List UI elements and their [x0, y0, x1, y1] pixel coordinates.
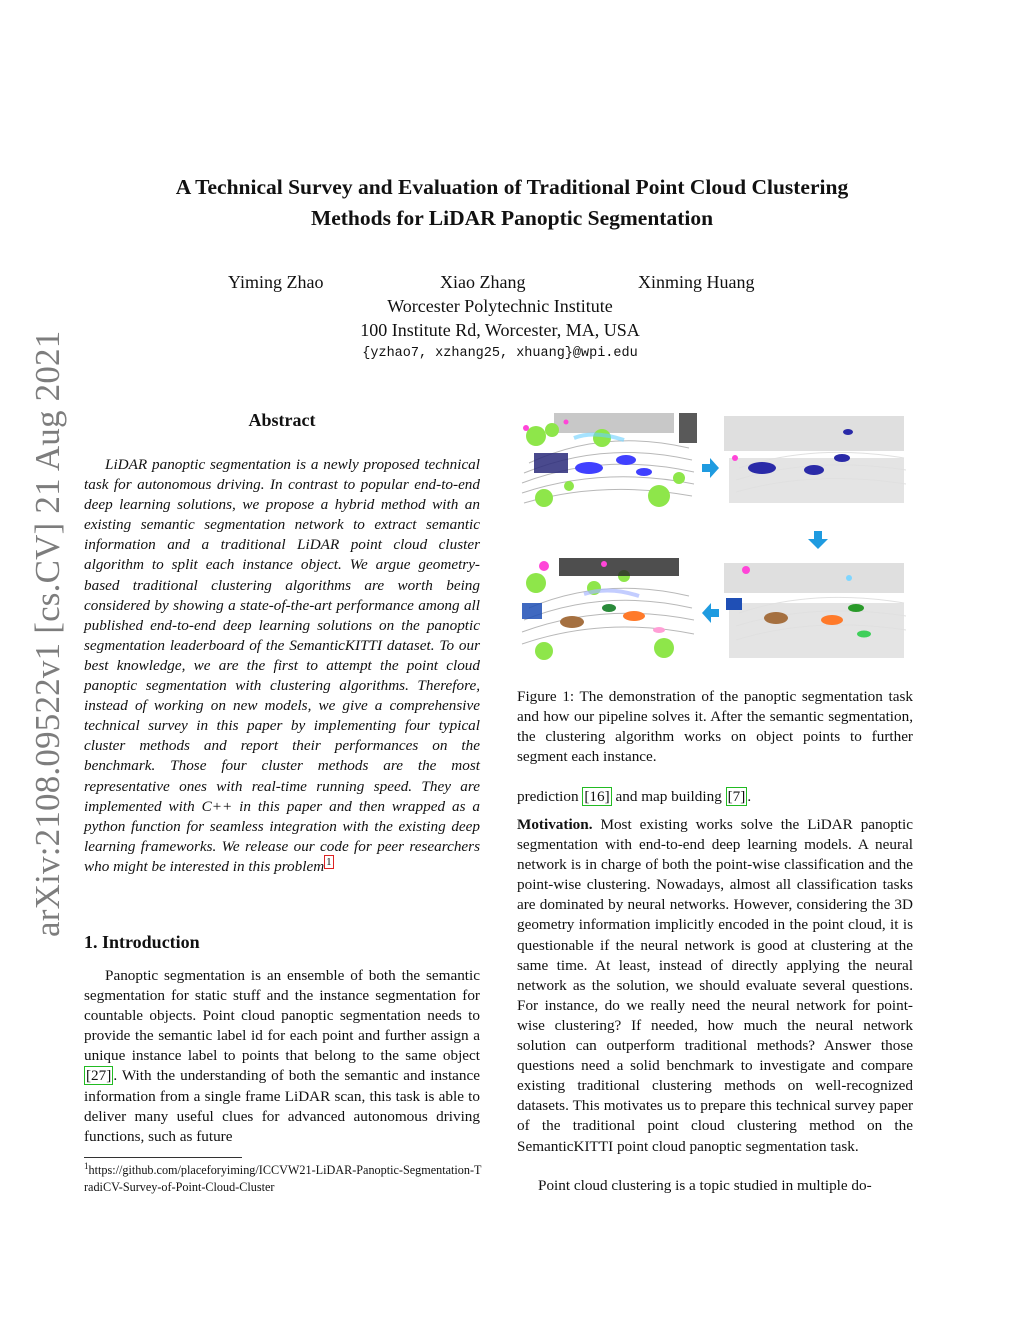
title-line-1: A Technical Survey and Evaluation of Traditional Point Cloud Clustering — [175, 175, 849, 199]
abstract-text: LiDAR panoptic segmentation is a newly proposed technical task for autonomous driving. In contrast to popular end-to-end deep learning solutions, we propose a hybrid method with an existing semantic segmentation network to extract semantic information and a traditional LiDAR point cloud cluster algorithm to split each instance object. We argue geometry-based traditional clustering algorithms are worth being considered by showing a state-of-the-art performance among all published end-to-end deep learning solutions on the panoptic segmentation leaderboard of the SemanticKITTI dataset. To our best knowledge, we are the first to attempt the point cloud panoptic segmentation with clustering algorithms. Therefore, instead of working on new models, we give a comprehensive technical survey in this paper by implementing four typical cluster methods and report their performances on the benchmark. Those four cluster methods are the most representative ones with real-time running speed. They are implemented with C++ in this paper and then wrapped as a python function for seamless integration with the existing deep learning frameworks. We release our code for peer researchers who might be interested in this problem — [84, 456, 480, 875]
motivation-text: Most existing works solve the LiDAR panoptic segmentation with end-to-end deep learning models. A neural network is in charge of both the point-wise classification and the point-wise clustering. Nowadays, almost all classification tasks are dominated by neural networks. However, considering the 3D geometry information implicitly encoded in the point cloud, it is questionable if the neural network is good at clustering at the same time. At least, instead of directly applying the neural network as the solution, we should evaluate several questions. For instance, do we really need the neural network for point-wise clustering? If needed, how much the neural network solution can outperform traditional methods? Answer those questions need a solid benchmark to investigate and compare existing traditional clustering methods on well-recognized datasets. This motivates us to prepare this technical survey paper of the traditional point cloud clustering method on the SemanticKITTI point cloud panoptic segmentation task. — [517, 816, 913, 1155]
abstract-heading: Abstract — [248, 410, 316, 430]
citation-16[interactable]: [16] — [584, 788, 610, 805]
panel-clustered-objects — [722, 553, 914, 668]
figure-1-panoptic-pipeline — [514, 408, 914, 673]
intro-text-1: Panoptic segmentation is an ensemble of both the semantic segmentation for static stuff and the instance segmentation for countable objects. Point cloud panoptic segmentation needs to provide the semantic label id for each point and further assign a unique instance label to points that belong to the same object — [84, 967, 480, 1065]
citation-27[interactable]: [27] — [86, 1067, 112, 1085]
continuation-text-3: . — [747, 788, 752, 805]
continuation-text-2: and map building — [611, 788, 726, 805]
arrow-down-icon — [808, 531, 828, 549]
citation-7[interactable]: [7] — [727, 788, 746, 805]
title-line-2: Methods for LiDAR Panoptic Segmentation — [310, 206, 714, 230]
email: {yzhao7, xzhang25, xhuang}@wpi.edu — [362, 346, 638, 361]
intro-text-2: . With the understanding of both the semantic and instance information from a single frame LiDAR scan, this task is able to deliver many useful clues for advanced autonomous driving functions, such as future — [84, 1067, 480, 1145]
panel-object-points — [722, 408, 914, 513]
clustering-paragraph: Point cloud clustering is a topic studied in multiple do- — [538, 1177, 872, 1194]
author-2: Xiao Zhang — [440, 272, 526, 292]
paper-title — [60, 172, 964, 234]
footnote-link[interactable]: 1 — [326, 855, 332, 868]
footnote-rule — [84, 1157, 242, 1158]
introduction-body — [84, 966, 480, 1147]
abstract-body — [84, 455, 480, 877]
introduction-heading: 1. Introduction — [84, 932, 200, 952]
footnote — [84, 1162, 484, 1195]
panel-semantic-input — [514, 408, 699, 513]
institution: Worcester Polytechnic Institute — [387, 296, 613, 316]
motivation-paragraph — [517, 815, 913, 1157]
arxiv-stamp: arXiv:2108.09522v1 [cs.CV] 21 Aug 2021 — [28, 330, 67, 937]
footnote-url[interactable]: https://github.com/placeforyiming/ICCVW21-LiDAR-Panoptic-Segmentation-TradiCV-Survey-of-Point-Cloud-Cluster — [84, 1163, 482, 1194]
right-column-continuation — [517, 787, 913, 807]
motivation-label: Motivation. — [517, 816, 593, 833]
author-1: Yiming Zhao — [228, 272, 324, 292]
continuation-text-1: prediction — [517, 788, 583, 805]
figure-1-caption: Figure 1: The demonstration of the panoptic segmentation task and how our pipeline solves it. After the semantic segmentation, the clustering algorithm works on object points to further segment each instance. — [517, 688, 913, 766]
footnote-mark: 1 — [84, 1160, 89, 1171]
address: 100 Institute Rd, Worcester, MA, USA — [360, 320, 640, 340]
author-3: Xinming Huang — [638, 272, 755, 292]
arrow-left-icon — [702, 603, 719, 623]
panel-panoptic-output — [514, 553, 699, 668]
arrow-right-icon — [702, 458, 719, 478]
